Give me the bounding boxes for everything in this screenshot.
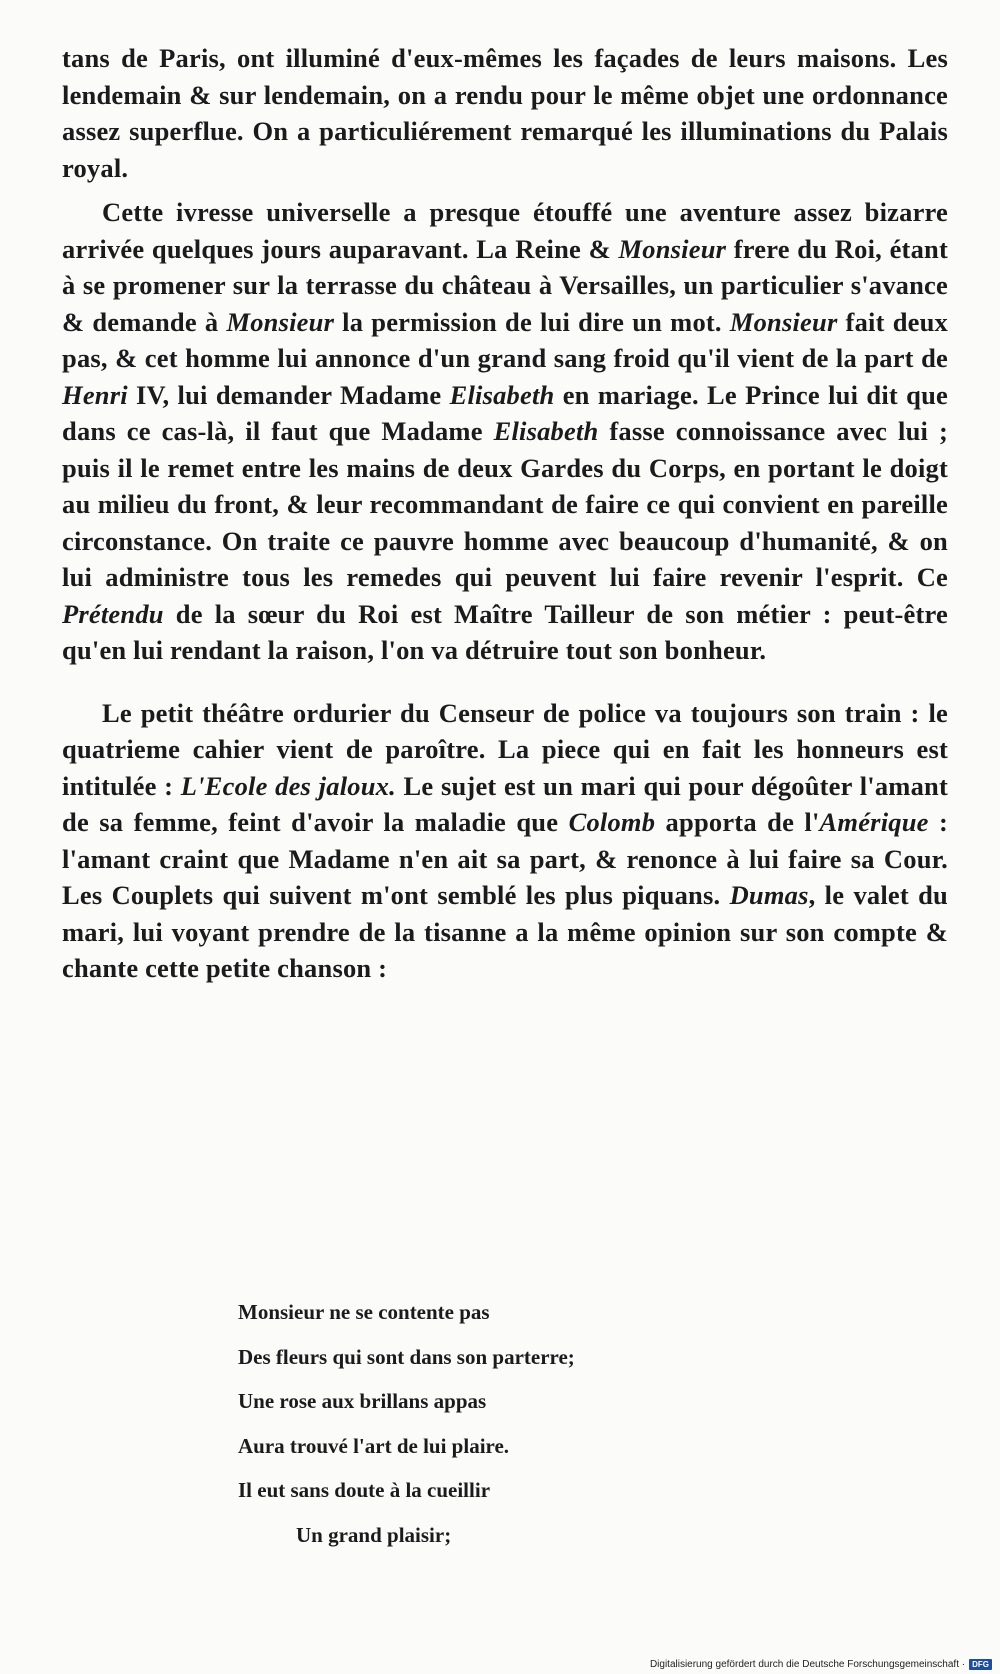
paragraph-3 <box>62 695 948 987</box>
italic-term: Elisabeth <box>493 416 599 446</box>
italic-term: Monsieur <box>618 233 727 264</box>
italic-term: L'Ecole des jaloux. <box>180 770 396 801</box>
verse-line-1: Monsieur ne se contente pas <box>238 1300 490 1324</box>
italic-term: Monsieur <box>226 306 335 337</box>
text-run: , le valet du mari, lui voyant prendre de la tisanne a la même opinion sur son compte & chante cette petite chanson : <box>62 880 948 983</box>
prose-block <box>62 40 948 995</box>
italic-term: Elisabeth <box>449 379 555 410</box>
italic-term: Henri <box>62 379 128 410</box>
text-run: : l'amant craint que Madame n'en ait sa part, & renonce à lui faire sa Cour. Les Couplets qui suivent m'ont semblé les plus piquans. <box>62 807 948 910</box>
text-run: frere du Roi, étant à se promener sur la terrasse du château à Versailles, un particulier s'avance & demande à <box>62 233 948 337</box>
digitization-credit <box>650 1659 992 1670</box>
text-run: fasse connoissance avec lui ; puis il le remet entre les mains de deux Gardes du Corps, en portant le doigt au milieu du front, & leur recommandant de faire ce qui convient en pareille circonstance. On traite ce pauvre homme avec beaucoup d'humanité, & on lui administre tous les remedes qui peuvent lui faire revenir l'esprit. Ce <box>62 416 949 592</box>
verse-line-4: Aura trouvé l'art de lui plaire. <box>238 1433 510 1458</box>
italic-term: Prétendu <box>62 598 164 629</box>
verse-line-2: Des fleurs qui sont dans son parterre; <box>238 1344 575 1369</box>
text-run: la permission de lui dire un mot. <box>334 306 730 337</box>
italic-term: Colomb <box>568 807 656 837</box>
verse-line-6: Un grand plaisir; <box>296 1522 452 1547</box>
paragraph-2 <box>62 194 948 669</box>
credit-text: Digitalisierung gefördert durch die Deutsche Forschungsgemeinschaft · <box>649 1659 966 1670</box>
text-run: de la sœur du Roi est Maître Tailleur de son métier : peut-être qu'en lui rendant la raison, l'on va détruire tout son bonheur. <box>62 598 948 665</box>
text-run: apporta de l' <box>655 807 820 837</box>
text-run: tans de Paris, ont illuminé d'eux-mêmes les façades de leurs maisons. Les lendemain & sur lendemain, on a rendu pour le même objet une ordonnance assez superflue. On a particuliérement remarqué les illuminations du Palais royal. <box>62 43 948 183</box>
text-run: Le sujet est un mari qui pour dégoûter l'amant de sa femme, feint d'avoir la maladie que <box>62 770 948 837</box>
text-run: fait deux pas, & cet homme lui annonce d'un grand sang froid qu'il vient de la part de <box>62 306 948 373</box>
verse-line-5: Il eut sans doute à la cueillir <box>238 1478 491 1502</box>
verse-block <box>238 1290 758 1557</box>
text-run: Cette ivresse universelle a presque étouffé une aventure assez bizarre arrivée quelques jours auparavant. La Reine & <box>62 197 948 264</box>
italic-term: Amérique <box>819 807 929 837</box>
text-run: en mariage. Le Prince lui dit que dans ce cas-là, il faut que Madame <box>62 379 949 446</box>
verse-line-3: Une rose aux brillans appas <box>238 1389 487 1413</box>
text-run: IV, lui demander Madame <box>127 379 450 410</box>
dfg-logo-icon: DFG <box>969 1659 992 1670</box>
paragraph-1 <box>62 40 948 186</box>
italic-term: Dumas <box>729 880 809 910</box>
text-run: Le petit théâtre ordurier du Censeur de police va toujours son train : le quatrieme cahier vient de paroître. La piece qui en fait les honneurs est intitulée : <box>62 697 948 801</box>
italic-term: Monsieur <box>729 306 838 337</box>
